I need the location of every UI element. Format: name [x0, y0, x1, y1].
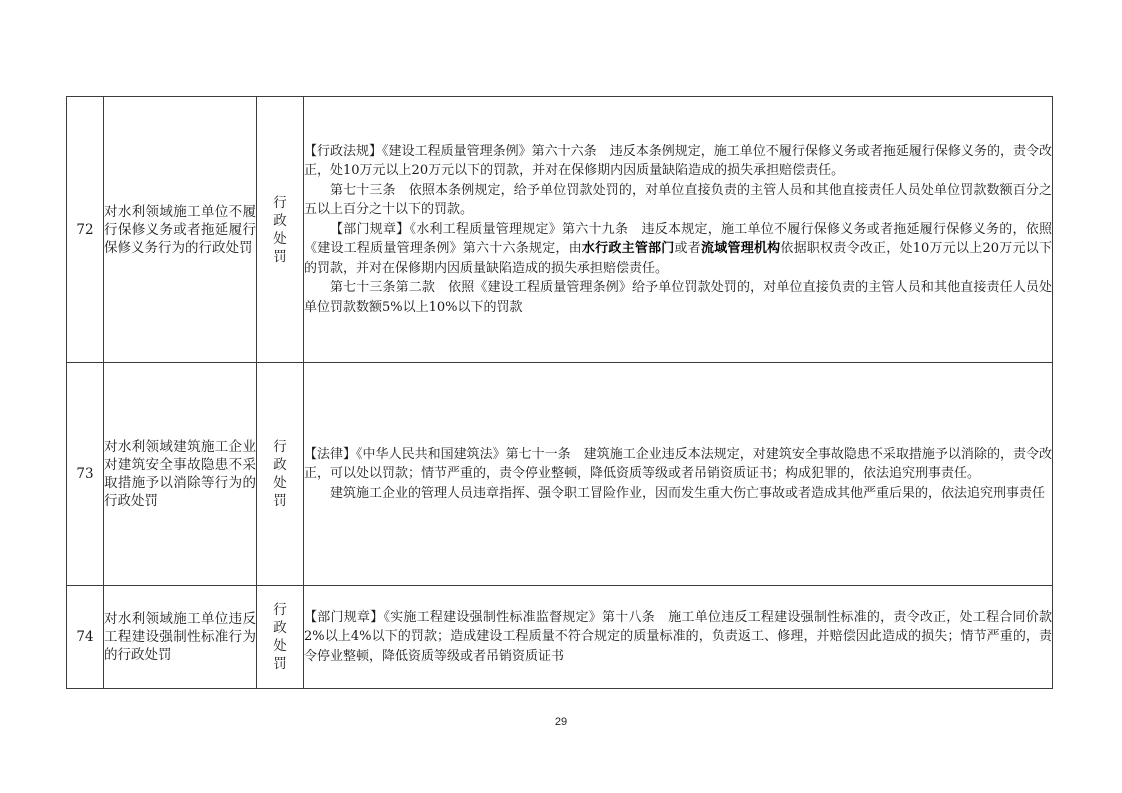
basis-paragraph: 【部门规章】《实施工程建设强制性标准监督规定》第十八条 施工单位违反工程建设强制性标准的，责令改正，处工程合同价款2%以上4%以下的罚款；造成建设工程质量不符合规定的质量标准的，负责返工、修理，并赔偿因此造成的损失；情节严重的，责令停业整顿，降低资质等级或者吊销资质证书	[304, 609, 1052, 664]
row-number: 72	[67, 97, 104, 363]
penalty-type	[257, 97, 304, 363]
type-char: 行	[273, 439, 287, 455]
row-number: 73	[67, 363, 104, 586]
basis-paragraph: 【法律】《中华人民共和国建筑法》第七十一条 建筑施工企业违反本法规定，对建筑安全事故隐患不采取措施予以消除的，责令改正，可以处以罚款；情节严重的，责令停业整顿，降低资质等级或者吊销资质证书；构成犯罪的，依法追究刑事责任。	[304, 446, 1052, 482]
item-name: 对水利领域施工单位不履行保修义务或者拖延履行保修义务行为的行政处罚	[104, 97, 257, 363]
type-char: 政	[273, 457, 287, 473]
item-name: 对水利领域建筑施工企业对建筑安全事故隐患不采取措施予以消除等行为的行政处罚	[104, 363, 257, 586]
basis-paragraph: 【行政法规】《建设工程质量管理条例》第六十六条 违反本条例规定，施工单位不履行保修义务或者拖延履行保修义务的，责令改正，处10万元以上20万元以下的罚款，并对在保修期内因质量缺陷造成的损失承担赔偿责任。	[304, 143, 1052, 179]
item-name: 对水利领域施工单位违反工程建设强制性标准行为的行政处罚	[104, 586, 257, 689]
penalty-type	[257, 363, 304, 586]
emphasis-text: 流域管理机构	[701, 241, 781, 257]
table-row	[67, 97, 1053, 363]
basis-paragraph: 第七十三条第二款 依照《建设工程质量管理条例》给予单位罚款处罚的，对单位直接负责的主管人员和其他直接责任人员处单位罚款数额5%以上10%以下的罚款	[304, 280, 1052, 315]
basis-text: 依据职权责令改正，处10万元以上20万元以下的罚款，并对在保修期内因质量缺陷造成的损失承担赔偿责任。	[304, 241, 1052, 276]
page-number: 29	[554, 716, 568, 728]
basis-paragraph: 第七十三条 依照本条例规定，给予单位罚款处罚的，对单位直接负责的主管人员和其他直接责任人员处单位罚款数额百分之五以上百分之十以下的罚款。	[304, 182, 1052, 218]
type-char: 政	[273, 212, 287, 229]
type-char: 行	[273, 194, 287, 211]
type-char: 罚	[273, 248, 287, 265]
emphasis-text: 水行政主管部门	[581, 241, 675, 257]
type-char: 政	[273, 620, 287, 636]
basis-text: 或者	[674, 241, 702, 257]
type-char: 罚	[273, 656, 287, 672]
basis-paragraph: 建筑施工企业的管理人员违章指挥、强令职工冒险作业，因而发生重大伤亡事故或者造成其他严重后果的，依法追究刑事责任	[330, 485, 1046, 501]
type-char: 罚	[273, 493, 287, 509]
penalty-table	[66, 96, 1053, 689]
table-row	[67, 363, 1053, 586]
type-char: 行	[273, 602, 287, 618]
type-char: 处	[273, 638, 287, 654]
row-number: 74	[67, 586, 104, 689]
legal-basis	[304, 97, 1053, 363]
legal-basis	[304, 586, 1053, 689]
type-char: 处	[273, 475, 287, 491]
penalty-type	[257, 586, 304, 689]
basis-paragraph	[304, 220, 1052, 279]
table-row	[67, 586, 1053, 689]
legal-basis	[304, 363, 1053, 586]
basis-text: 【部门规章】《水利工程质量管理规定》第六十九条 违反本规定，施工单位不履行保修义务或者拖延履行保修义务的，依照《建设工程质量管理条例》第六十六条规定，由	[304, 221, 1052, 257]
type-char: 处	[273, 230, 287, 247]
